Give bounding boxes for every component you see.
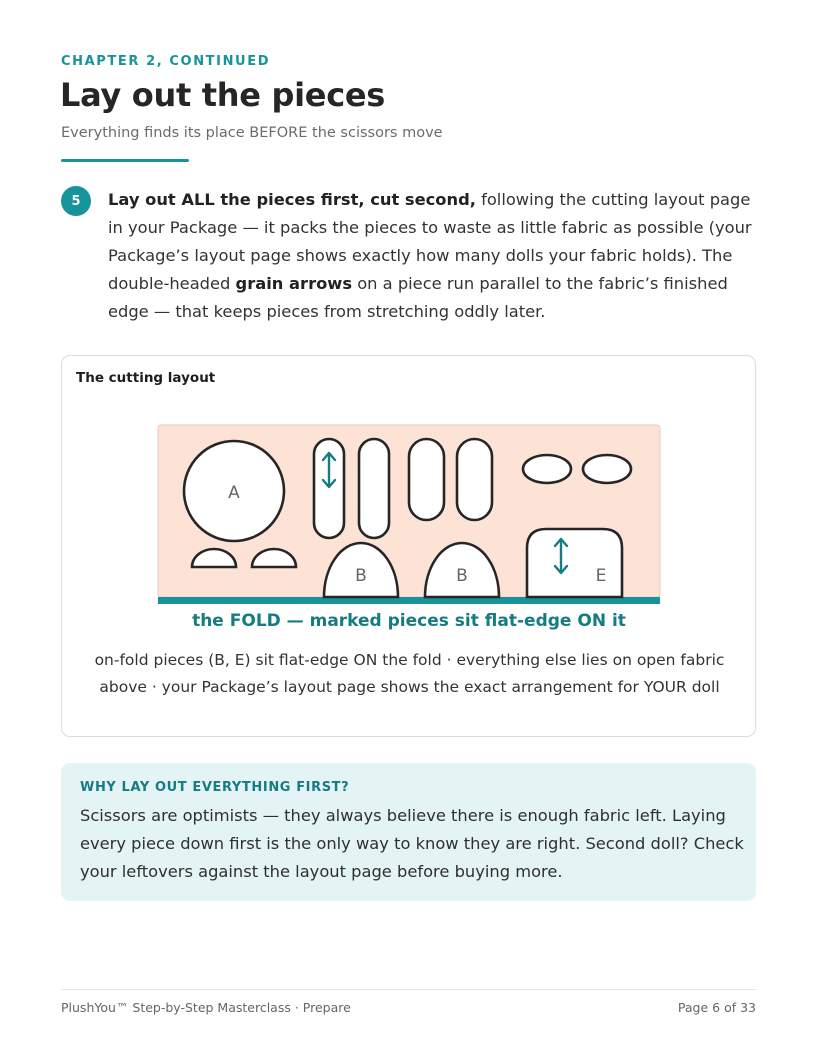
label-a: A [228,483,240,503]
piece-strip-3 [409,439,444,520]
callout-body: Scissors are optimists — they always believe there is enough fabric left. Laying every piece down first is the only way to know they are right. Second doll? Check your leftovers against the layout page before buying more. [80,806,744,881]
piece-oval-1 [523,455,571,483]
label-e: E [595,566,607,586]
figure-caption: on-fold pieces (B, E) sit flat-edge ON the fold · everything else lies on open fabric above · your Package’s layout page shows the exact arrangement for YOUR doll [94,651,725,696]
piece-strip-2 [359,439,389,538]
fold-label: the FOLD — marked pieces sit flat-edge ON it [192,611,626,631]
figure-title: The cutting layout [76,370,216,386]
title-underline [61,159,189,162]
piece-oval-2 [583,455,631,483]
step-number-badge: 5 [61,186,91,216]
callout-heading: WHY LAY OUT EVERYTHING FIRST? [80,780,350,795]
cutting-layout-diagram [62,356,757,646]
chapter-eyebrow: CHAPTER 2, CONTINUED [61,54,271,69]
step-text-part-1: following the cutting layout page in your Package — it packs the pieces to waste as little fabric as possible (your Package’s layout page shows exactly how many dolls your fabric holds). The double-headed [108,190,752,293]
step-text [108,186,758,326]
grain-arrows-term: grain arrows [235,274,353,293]
piece-strip-4 [457,439,492,520]
piece-e [527,529,622,597]
page-number: Page 6 of 33 [677,1000,756,1015]
page-title: Lay out the pieces [60,76,386,114]
label-b-1: B [355,566,367,586]
why-callout [61,763,756,901]
page-subtitle: Everything finds its place BEFORE the scissors move [61,125,443,141]
step-text-part-2: on a piece run parallel to the fabric’s finished edge — that keeps pieces from stretching oddly later. [108,274,728,321]
footer-title: PlushYou™ Step-by-Step Masterclass · Prepare [61,1000,351,1015]
footer-divider [61,989,756,990]
label-b-2: B [456,566,468,586]
cutting-layout-figure [61,355,756,737]
step-lead: Lay out ALL the pieces first, cut second, [108,190,476,209]
